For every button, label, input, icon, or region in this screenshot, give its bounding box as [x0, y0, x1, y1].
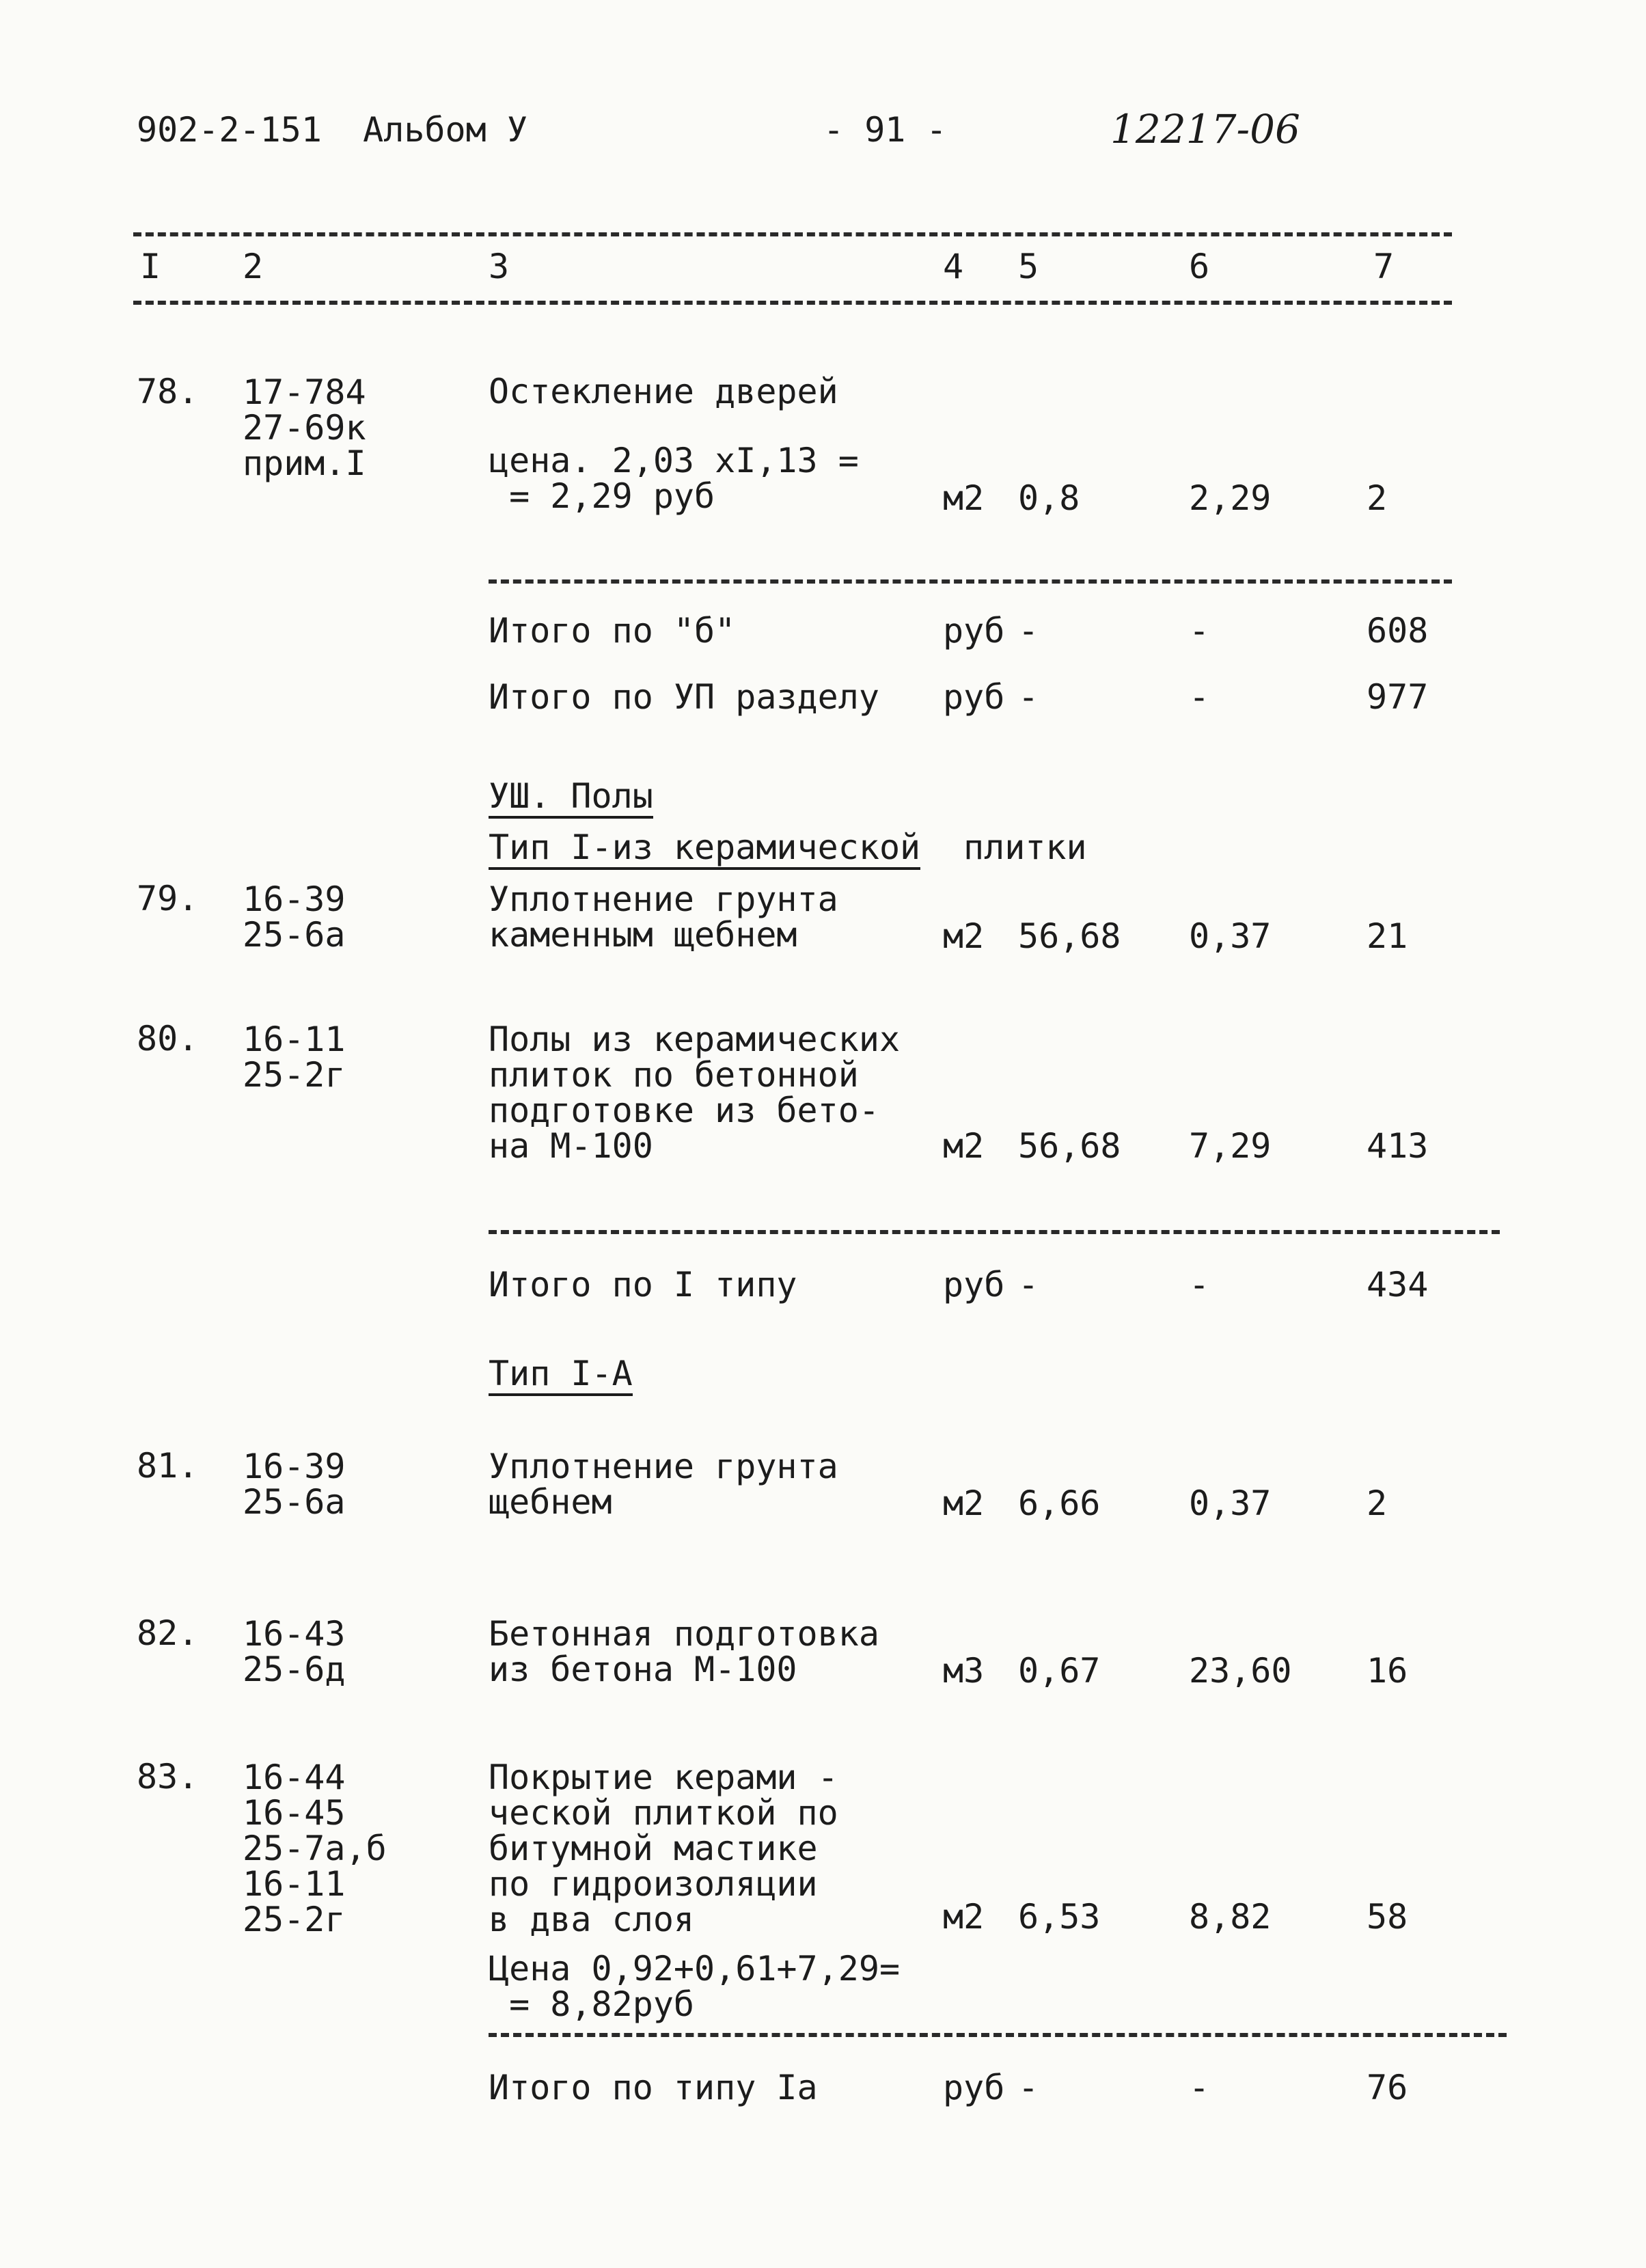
work-description: Покрытие керами - ческой плиткой по битумной мастике по гидроизоляции в два слоя: [489, 1758, 838, 1939]
unit: м3: [943, 1651, 985, 1691]
norm-codes: 16-44 16-45 25-7а,б 16-11 25-2г: [243, 1758, 387, 1939]
unit: руб: [943, 1265, 1005, 1304]
column-header-1: I: [140, 247, 161, 286]
unit: м2: [943, 1484, 985, 1523]
quantity: 0,67: [1018, 1651, 1101, 1691]
total-cost: 434: [1367, 1265, 1429, 1304]
unit: руб: [943, 611, 1005, 651]
column-header-3: 3: [489, 247, 510, 286]
norm-codes: 17-784 27-69к прим.I: [243, 372, 366, 483]
unit-price: 0,37: [1189, 916, 1272, 956]
unit-price: 8,82: [1189, 1897, 1272, 1937]
subtotal-label: Итого по УП разделу: [489, 677, 879, 717]
unit-price: -: [1189, 611, 1210, 651]
unit-price: 23,60: [1189, 1651, 1292, 1691]
work-description: Уплотнение грунта щебнем: [489, 1447, 838, 1522]
row-number: 80.: [137, 1019, 199, 1058]
column-header-5: 5: [1018, 247, 1039, 286]
unit-price: -: [1189, 1265, 1210, 1304]
unit-price: 0,37: [1189, 1484, 1272, 1523]
unit-price: 7,29: [1189, 1126, 1272, 1166]
subsection-title: Тип I-из керамической: [489, 830, 920, 870]
subsection-title-tail: плитки: [963, 828, 1087, 867]
subtotal-rule: [489, 579, 1452, 584]
subsection-title: Тип I-А: [489, 1356, 633, 1396]
row-number: 78.: [137, 372, 199, 411]
subtotal-rule: [489, 1230, 1500, 1234]
subtotal-rule: [489, 2033, 1507, 2037]
work-description: Полы из керамических плиток по бетонной подготовке из бето- на М-100: [489, 1020, 901, 1166]
work-description: Остекление дверей: [489, 372, 838, 411]
column-header-2: 2: [243, 247, 264, 286]
total-cost: 58: [1367, 1897, 1408, 1937]
unit: м2: [943, 916, 985, 956]
quantity: -: [1018, 2068, 1039, 2107]
quantity: -: [1018, 677, 1039, 717]
quantity: 6,66: [1018, 1484, 1101, 1523]
norm-codes: 16-11 25-2г: [243, 1020, 346, 1095]
row-number: 83.: [137, 1757, 199, 1796]
quantity: -: [1018, 1265, 1039, 1304]
subtotal-label: Итого по типу Iа: [489, 2068, 818, 2107]
subtotal-label: Итого по I типу: [489, 1265, 797, 1304]
header-top-rule: [133, 232, 1452, 236]
handwritten-number: 12217-06: [1110, 106, 1300, 152]
section-title: УШ. Полы: [489, 779, 653, 819]
work-description: Уплотнение грунта каменным щебнем: [489, 879, 838, 955]
norm-codes: 16-39 25-6а: [243, 879, 346, 955]
quantity: 56,68: [1018, 916, 1121, 956]
price-note: цена. 2,03 xI,13 = = 2,29 руб: [489, 441, 859, 516]
total-cost: 2: [1367, 1484, 1388, 1523]
column-header-4: 4: [943, 247, 964, 286]
total-cost: 608: [1367, 611, 1429, 651]
unit-price: -: [1189, 677, 1210, 717]
unit: м2: [943, 1897, 985, 1937]
quantity: -: [1018, 611, 1039, 651]
quantity: 0,8: [1018, 478, 1080, 518]
unit: м2: [943, 478, 985, 518]
quantity: 6,53: [1018, 1897, 1101, 1937]
norm-codes: 16-43 25-6д: [243, 1614, 346, 1689]
work-description: Бетонная подготовка из бетона М-100: [489, 1614, 879, 1689]
subtotal-label: Итого по "б": [489, 611, 736, 651]
unit-price: -: [1189, 2068, 1210, 2107]
quantity: 56,68: [1018, 1126, 1121, 1166]
unit: руб: [943, 677, 1005, 717]
document-code: 902-2-151 Альбом У: [137, 110, 527, 150]
norm-codes: 16-39 25-6а: [243, 1447, 346, 1522]
column-header-7: 7: [1373, 247, 1395, 286]
column-header-6: 6: [1189, 247, 1210, 286]
total-cost: 977: [1367, 677, 1429, 717]
total-cost: 21: [1367, 916, 1408, 956]
total-cost: 2: [1367, 478, 1388, 518]
row-number: 79.: [137, 879, 199, 918]
unit-price: 2,29: [1189, 478, 1272, 518]
unit: руб: [943, 2068, 1005, 2107]
total-cost: 76: [1367, 2068, 1408, 2107]
page-number: - 91 -: [823, 110, 947, 150]
header-bottom-rule: [133, 301, 1452, 305]
row-number: 81.: [137, 1446, 199, 1486]
total-cost: 16: [1367, 1651, 1408, 1691]
unit: м2: [943, 1126, 985, 1166]
price-note: Цена 0,92+0,61+7,29= = 8,82руб: [489, 1949, 901, 2024]
row-number: 82.: [137, 1613, 199, 1653]
total-cost: 413: [1367, 1126, 1429, 1166]
